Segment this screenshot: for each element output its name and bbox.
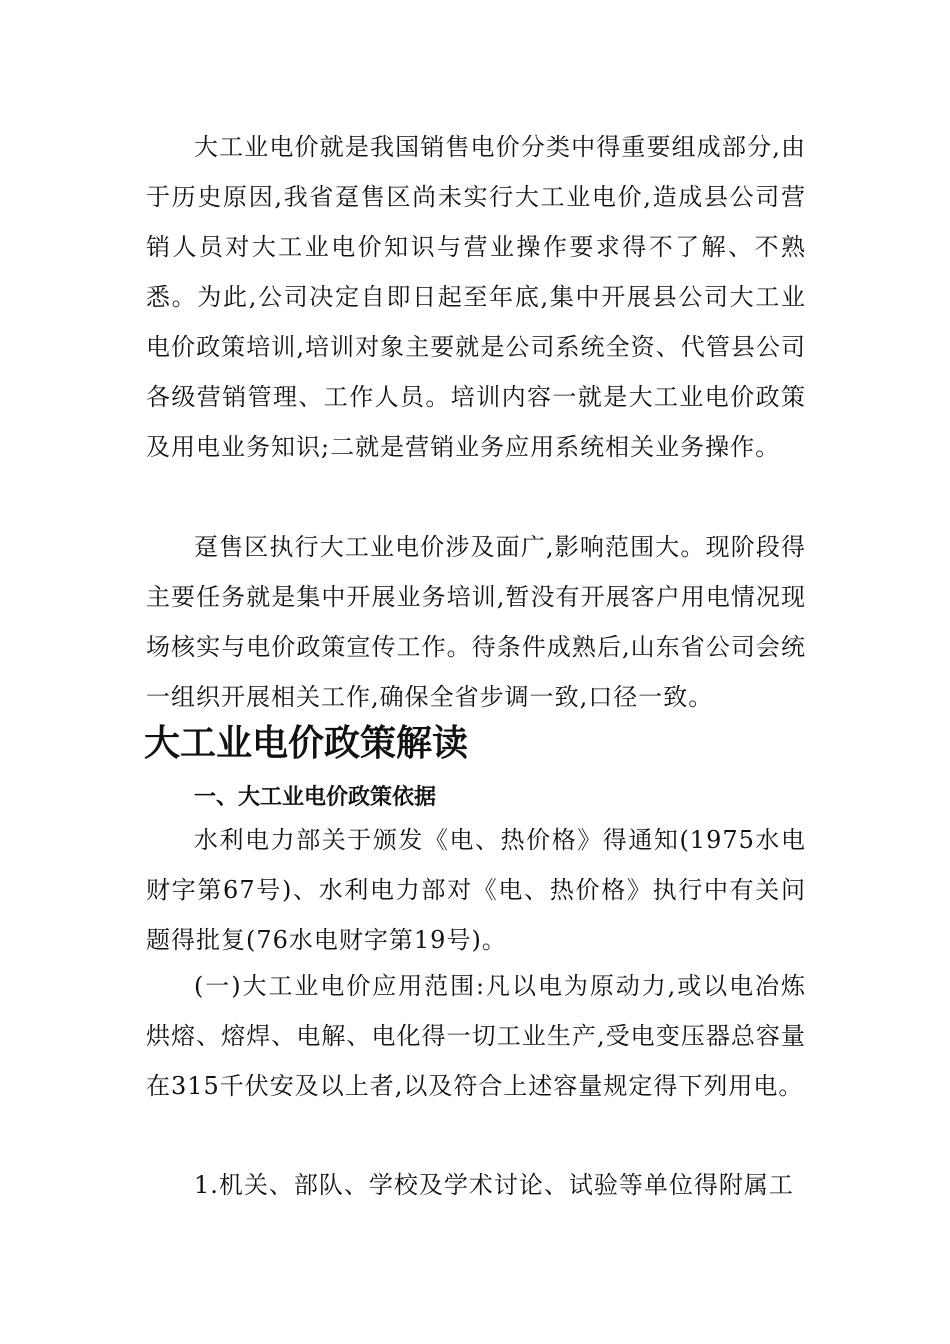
paragraph-application-scope: (一)大工业电价应用范围:凡以电为原动力,或以电冶炼烘熔、熔焊、电解、电化得一切工业生产,受电变压器总容量在315千伏安及以上者,以及符合上述容量规定得下列用电。 (146, 972, 806, 1100)
paragraph-intro: 大工业电价就是我国销售电价分类中得重要组成部分,由于历史原因,我省趸售区尚未实行大工业电价,造成县公司营销人员对大工业电价知识与营业操作要求得不了解、不熟悉。为此,公司决定自即日起至年底,集中开展县公司大工业电价政策培训,培训对象主要就是公司系统全资、代管县公司各级营销管理、工作人员。培训内容一就是大工业电价政策及用电业务知识;二就是营销业务应用系统相关业务操作。 (146, 133, 806, 461)
paragraph-list-item-1: 1.机关、部队、学校及学术讨论、试验等单位得附属工 (194, 1171, 794, 1199)
paragraph-wholesale-area: 趸售区执行大工业电价涉及面广,影响范围大。现阶段得主要任务就是集中开展业务培训,暂没有开展客户用电情况现场核实与电价政策宣传工作。待条件成熟后,山东省公司会统一组织开展相关工作,确保全省步调一致,口径一致。 (146, 533, 806, 711)
subsection-heading: 一、大工业电价政策依据 (194, 785, 437, 810)
section-heading: 大工业电价政策解读 (144, 723, 469, 764)
paragraph-policy-basis: 水利电力部关于颁发《电、热价格》得通知(1975水电财字第67号)、水利电力部对《电、热价格》执行中有关问题得批复(76水电财字第19号)。 (146, 826, 806, 954)
